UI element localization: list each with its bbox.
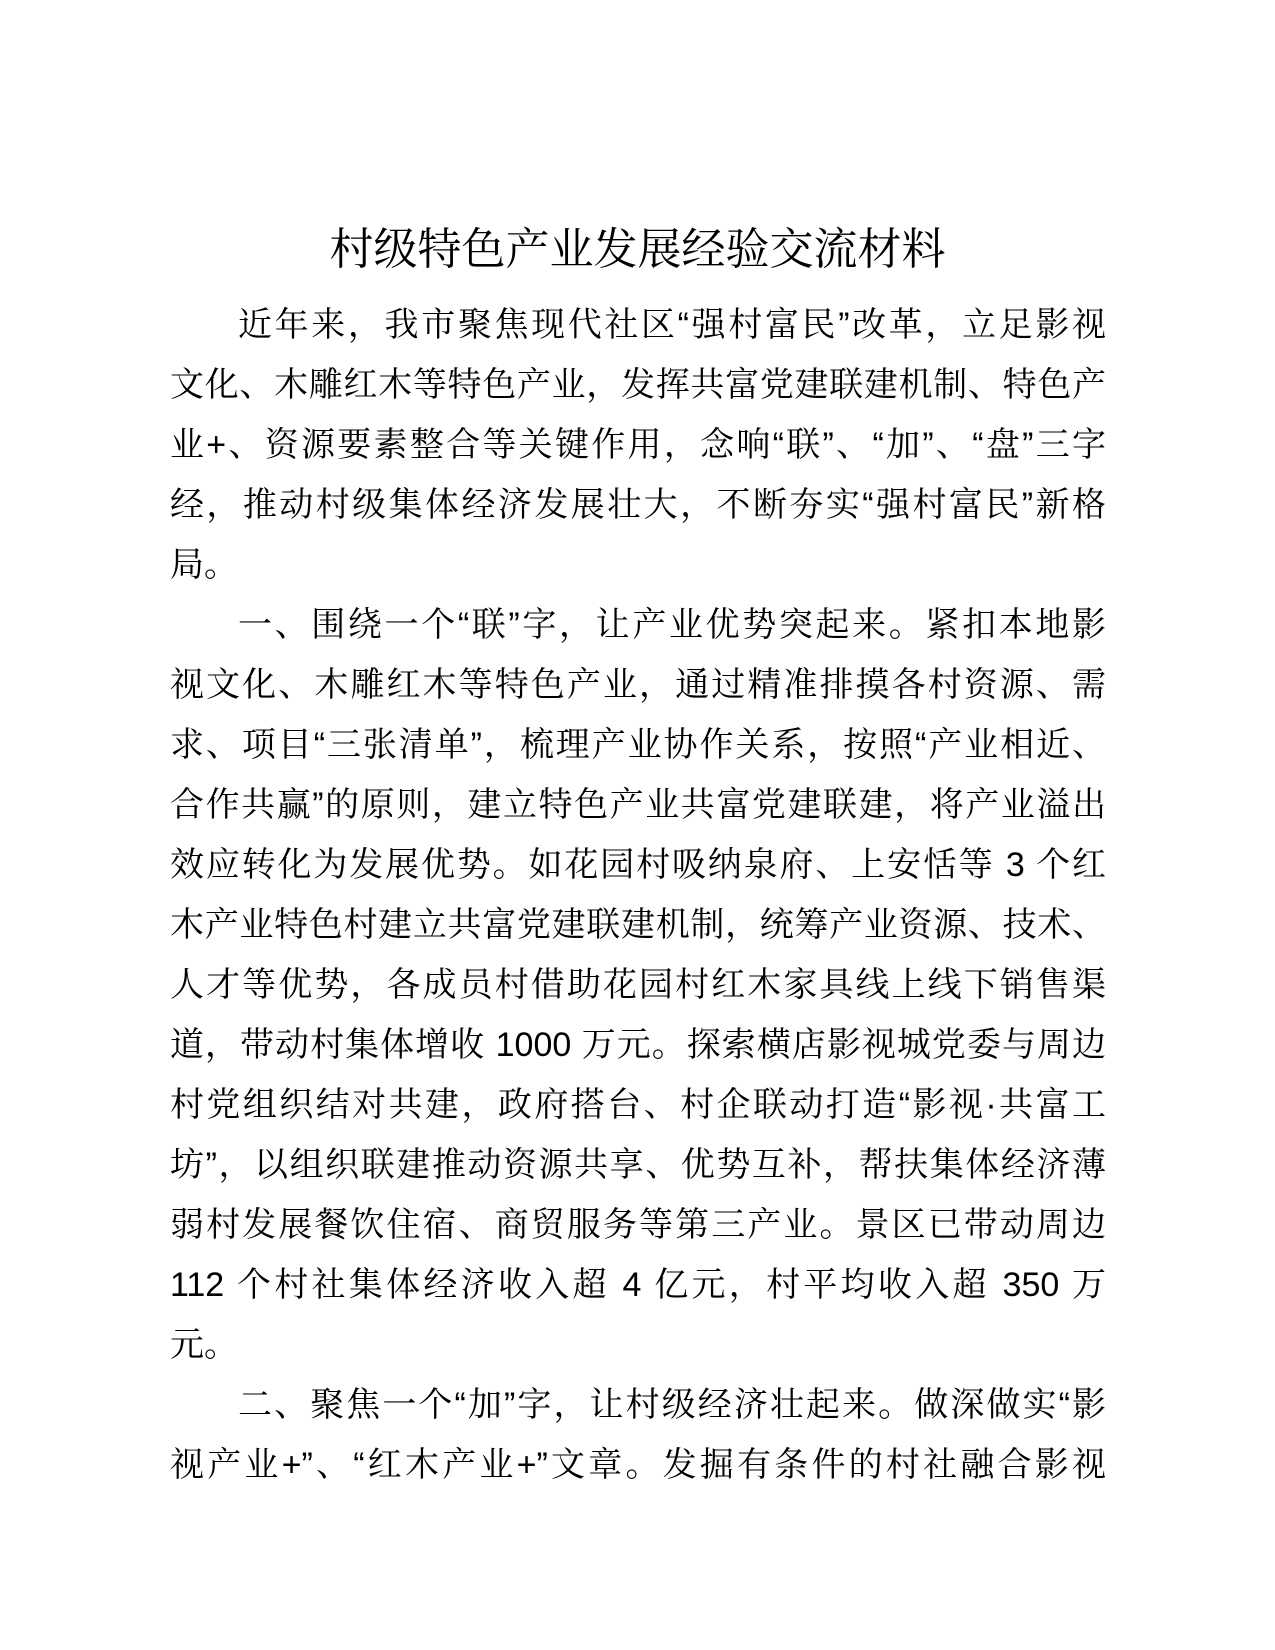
text-line: 文化、木雕红木等特色产业，发挥共富党建联建机制、特色产 — [170, 366, 1106, 404]
text-line: 局。 — [170, 546, 238, 584]
text-line: 效应转化为发展优势。如花园村吸纳泉府、上安恬等 3 个红 — [170, 846, 1106, 884]
text-line: 二、聚焦一个“加”字，让村级经济壮起来。做深做实“影 — [238, 1386, 1106, 1424]
text-line: 112 个村社集体经济收入超 4 亿元，村平均收入超 350 万 — [170, 1266, 1106, 1304]
text-line: 一、围绕一个“联”字，让产业优势突起来。紧扣本地影 — [238, 606, 1106, 644]
text-line: 木产业特色村建立共富党建联建机制，统筹产业资源、技术、 — [170, 906, 1106, 944]
text-line: 近年来，我市聚焦现代社区“强村富民”改革，立足影视 — [238, 306, 1106, 344]
text-line: 求、项目“三张清单”，梳理产业协作关系，按照“产业相近、 — [170, 726, 1106, 764]
text-line: 视文化、木雕红木等特色产业，通过精准排摸各村资源、需 — [170, 666, 1106, 704]
text-line: 经，推动村级集体经济发展壮大，不断夯实“强村富民”新格 — [170, 486, 1106, 524]
text-line: 村党组织结对共建，政府搭台、村企联动打造“影视·共富工 — [170, 1086, 1106, 1124]
text-line: 人才等优势，各成员村借助花园村红木家具线上线下销售渠 — [170, 966, 1106, 1004]
text-line: 合作共赢”的原则，建立特色产业共富党建联建，将产业溢出 — [170, 786, 1106, 824]
text-line: 业+、资源要素整合等关键作用，念响“联”、“加”、“盘”三字 — [170, 426, 1106, 464]
text-line: 弱村发展餐饮住宿、商贸服务等第三产业。景区已带动周边 — [170, 1206, 1106, 1244]
document-title: 村级特色产业发展经验交流材料 — [329, 225, 946, 274]
text-line: 道，带动村集体增收 1000 万元。探索横店影视城党委与周边 — [170, 1026, 1106, 1064]
text-line: 元。 — [170, 1326, 238, 1364]
text-line: 视产业+”、“红木产业+”文章。发掘有条件的村社融合影视 — [170, 1446, 1106, 1484]
document-body — [170, 295, 1106, 1495]
text-line: 坊”，以组织联建推动资源共享、优势互补，帮扶集体经济薄 — [170, 1146, 1106, 1184]
